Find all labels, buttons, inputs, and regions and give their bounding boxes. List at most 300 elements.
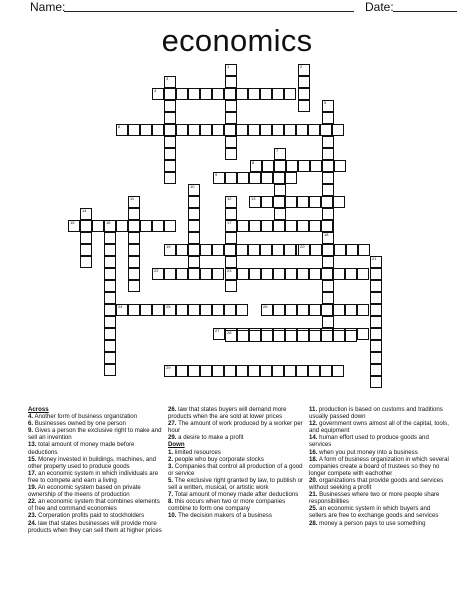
crossword-cell[interactable] bbox=[188, 88, 200, 100]
crossword-cell[interactable] bbox=[322, 232, 334, 244]
clue-number-label: 3 bbox=[166, 76, 169, 81]
crossword-cell[interactable] bbox=[334, 160, 346, 172]
clue-item bbox=[168, 498, 305, 512]
clue-text: The exclusive right granted by law, to publish or sell a written, musical, or artistic work bbox=[168, 476, 304, 492]
crossword-cell[interactable] bbox=[274, 208, 286, 220]
crossword-cell[interactable] bbox=[297, 330, 309, 342]
clue-text: law that states businesses will provide more products when they can sell them at higher prices bbox=[28, 519, 162, 534]
crossword-cell[interactable] bbox=[176, 365, 188, 377]
crossword-cell[interactable] bbox=[225, 208, 237, 220]
crossword-cell[interactable] bbox=[272, 365, 284, 377]
crossword-cell[interactable] bbox=[345, 304, 357, 316]
crossword-cell[interactable] bbox=[261, 172, 273, 184]
crossword-cell[interactable] bbox=[236, 304, 248, 316]
crossword-cell[interactable] bbox=[250, 160, 262, 172]
crossword-cell[interactable] bbox=[225, 196, 237, 208]
clue-number: 17. bbox=[28, 469, 37, 477]
clue-text: law that states buyers will demand more products when the are sold at lower prices bbox=[168, 406, 287, 421]
crossword-cell[interactable] bbox=[104, 340, 116, 352]
crossword-cell[interactable] bbox=[249, 220, 261, 232]
crossword-cell[interactable] bbox=[104, 232, 116, 244]
clue-text: Corperation profits paid to stockholders bbox=[36, 512, 145, 520]
crossword-cell[interactable] bbox=[224, 304, 236, 316]
crossword-cell[interactable] bbox=[80, 244, 92, 256]
crossword-cell[interactable] bbox=[345, 268, 357, 280]
crossword-cell[interactable] bbox=[176, 268, 188, 280]
crossword-cell[interactable] bbox=[309, 330, 321, 342]
crossword-cell[interactable] bbox=[346, 244, 358, 256]
crossword-cell[interactable] bbox=[249, 268, 261, 280]
crossword-cell[interactable] bbox=[213, 328, 225, 340]
crossword-cell[interactable] bbox=[104, 268, 116, 280]
crossword-cell[interactable] bbox=[200, 88, 212, 100]
crossword-cell[interactable] bbox=[225, 112, 237, 124]
crossword-cell[interactable] bbox=[297, 220, 309, 232]
crossword-cell[interactable] bbox=[92, 220, 104, 232]
page-title: economics bbox=[161, 23, 313, 58]
crossword-cell[interactable] bbox=[104, 364, 116, 376]
crossword-cell[interactable] bbox=[164, 124, 176, 136]
crossword-cell[interactable] bbox=[188, 268, 200, 280]
crossword-cell[interactable] bbox=[260, 88, 272, 100]
clue-number-label: 23 bbox=[227, 268, 232, 273]
crossword-cell[interactable] bbox=[104, 244, 116, 256]
crossword-cell[interactable] bbox=[261, 304, 273, 316]
crossword-cell[interactable] bbox=[370, 352, 382, 364]
crossword-cell[interactable] bbox=[212, 365, 224, 377]
crossword-cell[interactable] bbox=[334, 244, 346, 256]
crossword-cell[interactable] bbox=[225, 172, 237, 184]
crossword-cell[interactable] bbox=[321, 268, 333, 280]
crossword-cell[interactable] bbox=[333, 304, 345, 316]
crossword-cell[interactable] bbox=[200, 304, 212, 316]
clue-text: this occurs when two or more companies combine to form one company bbox=[168, 498, 286, 513]
clue-item bbox=[309, 477, 449, 491]
crossword-cell[interactable] bbox=[212, 244, 224, 256]
crossword-cell[interactable] bbox=[320, 365, 332, 377]
clue-number-label: 13 bbox=[251, 196, 256, 201]
crossword-cell[interactable] bbox=[225, 76, 237, 88]
clue-text: The amount of work produced by a worker per hour bbox=[168, 420, 303, 435]
crossword-cell[interactable] bbox=[284, 244, 296, 256]
clue-number: 12. bbox=[309, 420, 318, 428]
crossword-cell[interactable] bbox=[272, 244, 284, 256]
crossword-cell[interactable] bbox=[358, 244, 370, 256]
crossword-cell[interactable] bbox=[164, 148, 176, 160]
crossword-cell[interactable] bbox=[224, 244, 236, 256]
crossword-cell[interactable] bbox=[188, 256, 200, 268]
crossword-cell[interactable] bbox=[237, 172, 249, 184]
crossword-cell[interactable] bbox=[104, 256, 116, 268]
crossword-cell[interactable] bbox=[370, 268, 382, 280]
crossword-cell[interactable] bbox=[332, 124, 344, 136]
crossword-cell[interactable] bbox=[285, 330, 297, 342]
crossword-cell[interactable] bbox=[333, 268, 345, 280]
crossword-cell[interactable] bbox=[80, 232, 92, 244]
clue-number: 15. bbox=[28, 455, 37, 463]
clue-number: 11. bbox=[309, 406, 318, 413]
crossword-cell[interactable] bbox=[152, 88, 164, 100]
crossword-cell[interactable] bbox=[322, 136, 334, 148]
crossword-cell[interactable] bbox=[225, 136, 237, 148]
crossword-cell[interactable] bbox=[164, 100, 176, 112]
crossword-cell[interactable] bbox=[164, 88, 176, 100]
crossword-cell[interactable] bbox=[128, 196, 140, 208]
clue-number-label: 29 bbox=[166, 365, 171, 370]
clue-item bbox=[168, 406, 305, 420]
crossword-cell[interactable] bbox=[274, 148, 286, 160]
crossword-cell[interactable] bbox=[248, 124, 260, 136]
clue-item bbox=[28, 441, 165, 455]
crossword-cell[interactable] bbox=[322, 100, 334, 112]
crossword-cell[interactable] bbox=[370, 316, 382, 328]
crossword-cell[interactable] bbox=[272, 88, 284, 100]
clue-item bbox=[309, 456, 449, 477]
crossword-cell[interactable] bbox=[273, 196, 285, 208]
crossword-cell[interactable] bbox=[236, 365, 248, 377]
crossword-cell[interactable] bbox=[260, 244, 272, 256]
crossword-cell[interactable] bbox=[273, 172, 285, 184]
crossword-cell[interactable] bbox=[322, 112, 334, 124]
crossword-cell[interactable] bbox=[296, 365, 308, 377]
crossword-cell[interactable] bbox=[104, 328, 116, 340]
crossword-cell[interactable] bbox=[370, 340, 382, 352]
clue-text: Gives a person the exclusive right to make and sell an invention bbox=[28, 427, 162, 442]
crossword-cell[interactable] bbox=[321, 304, 333, 316]
clue-text: money a person pays to use something bbox=[317, 519, 426, 527]
crossword-cell[interactable] bbox=[236, 124, 248, 136]
crossword-cell[interactable] bbox=[249, 196, 261, 208]
clue-item bbox=[309, 505, 449, 519]
crossword-cell[interactable] bbox=[68, 220, 80, 232]
clue-text: Another form of business organization bbox=[33, 413, 138, 421]
crossword-cell[interactable] bbox=[308, 124, 320, 136]
crossword-cell[interactable] bbox=[188, 208, 200, 220]
crossword-cell[interactable] bbox=[236, 244, 248, 256]
crossword-cell[interactable] bbox=[104, 280, 116, 292]
crossword-cell[interactable] bbox=[176, 88, 188, 100]
crossword-cell[interactable] bbox=[298, 76, 310, 88]
crossword-cell[interactable] bbox=[225, 268, 237, 280]
crossword-cell[interactable] bbox=[237, 220, 249, 232]
crossword-cell[interactable] bbox=[152, 268, 164, 280]
crossword-cell[interactable] bbox=[357, 304, 369, 316]
crossword-cell[interactable] bbox=[152, 220, 164, 232]
crossword-cell[interactable] bbox=[116, 124, 128, 136]
crossword-cell[interactable] bbox=[176, 124, 188, 136]
crossword-cell[interactable] bbox=[298, 64, 310, 76]
crossword-cell[interactable] bbox=[284, 88, 296, 100]
crossword-cell[interactable] bbox=[333, 196, 345, 208]
clue-number-label: 7 bbox=[276, 148, 279, 153]
crossword-cell[interactable] bbox=[80, 208, 92, 220]
crossword-cell[interactable] bbox=[225, 148, 237, 160]
crossword-cell[interactable] bbox=[273, 304, 285, 316]
crossword-cell[interactable] bbox=[104, 220, 116, 232]
crossword-cell[interactable] bbox=[310, 160, 322, 172]
crossword-cell[interactable] bbox=[370, 364, 382, 376]
clue-number-label: 5 bbox=[324, 100, 327, 105]
clue-text: an economic system in which buyers and sellers are free to exchange goods and services bbox=[309, 505, 439, 520]
crossword-cell[interactable] bbox=[285, 304, 297, 316]
crossword-cell[interactable] bbox=[309, 304, 321, 316]
crossword-cell[interactable] bbox=[188, 365, 200, 377]
crossword-cell[interactable] bbox=[322, 256, 334, 268]
crossword-cell[interactable] bbox=[225, 256, 237, 268]
crossword-cell[interactable] bbox=[188, 184, 200, 196]
crossword-cell[interactable] bbox=[370, 280, 382, 292]
crossword-cell[interactable] bbox=[296, 124, 308, 136]
clue-number: 28. bbox=[309, 519, 318, 527]
crossword-cell[interactable] bbox=[322, 208, 334, 220]
down-clue-list-continued bbox=[309, 406, 449, 527]
crossword-cell[interactable] bbox=[128, 124, 140, 136]
crossword-cell[interactable] bbox=[345, 330, 357, 342]
crossword-cell[interactable] bbox=[200, 124, 212, 136]
clue-text: total amount of money made before deductions bbox=[28, 441, 135, 456]
crossword-cell[interactable] bbox=[140, 304, 152, 316]
crossword-cell[interactable] bbox=[249, 330, 261, 342]
crossword-cell[interactable] bbox=[128, 268, 140, 280]
clue-number: 22. bbox=[28, 498, 37, 506]
crossword-cell[interactable] bbox=[224, 88, 236, 100]
clue-item bbox=[28, 484, 165, 498]
clue-text: Businesses where two or more people share responsibilities bbox=[309, 491, 440, 506]
clue-item bbox=[28, 470, 165, 484]
crossword-cell[interactable] bbox=[322, 316, 334, 328]
crossword-cell[interactable] bbox=[297, 268, 309, 280]
crossword-cell[interactable] bbox=[212, 304, 224, 316]
clue-number: 16. bbox=[309, 448, 318, 456]
crossword-cell[interactable] bbox=[212, 124, 224, 136]
crossword-cell[interactable] bbox=[322, 172, 334, 184]
crossword-cell[interactable] bbox=[370, 292, 382, 304]
clue-number-label: 27 bbox=[215, 328, 220, 333]
clue-item bbox=[28, 520, 165, 534]
crossword-cell[interactable] bbox=[225, 100, 237, 112]
crossword-cell[interactable] bbox=[261, 330, 273, 342]
crossword-cell[interactable] bbox=[212, 88, 224, 100]
clue-item bbox=[28, 420, 165, 427]
crossword-cell[interactable] bbox=[309, 268, 321, 280]
crossword-cell[interactable] bbox=[273, 220, 285, 232]
crossword-cell[interactable] bbox=[128, 220, 140, 232]
crossword-cell[interactable] bbox=[261, 268, 273, 280]
clue-number: 3. bbox=[168, 462, 174, 470]
clue-number-label: 16 bbox=[106, 220, 111, 225]
crossword-cell[interactable] bbox=[274, 184, 286, 196]
crossword-cell[interactable] bbox=[188, 232, 200, 244]
crossword-cell[interactable] bbox=[273, 268, 285, 280]
crossword-cell[interactable] bbox=[322, 184, 334, 196]
clue-number-label: 10 bbox=[190, 184, 195, 189]
clues-column-1 bbox=[28, 406, 165, 534]
crossword-cell[interactable] bbox=[357, 268, 369, 280]
crossword-cell[interactable] bbox=[370, 304, 382, 316]
crossword-cell[interactable] bbox=[104, 316, 116, 328]
clue-number: 9. bbox=[28, 427, 34, 435]
crossword-cell[interactable] bbox=[357, 328, 369, 340]
clue-number-label: 28 bbox=[227, 330, 232, 335]
crossword-cell[interactable] bbox=[274, 160, 286, 172]
crossword-cell[interactable] bbox=[164, 136, 176, 148]
clue-number-label: 8 bbox=[252, 160, 255, 165]
clue-item bbox=[168, 434, 305, 441]
crossword-cell[interactable] bbox=[80, 220, 92, 232]
crossword-cell[interactable] bbox=[176, 244, 188, 256]
crossword-cell[interactable] bbox=[298, 160, 310, 172]
crossword-cell[interactable] bbox=[298, 244, 310, 256]
crossword-cell[interactable] bbox=[286, 160, 298, 172]
crossword-cell[interactable] bbox=[128, 208, 140, 220]
crossword-cell[interactable] bbox=[310, 244, 322, 256]
clue-number: 26. bbox=[168, 406, 177, 413]
clue-text: a desire to make a profit bbox=[176, 434, 244, 442]
crossword-cell[interactable] bbox=[332, 365, 344, 377]
crossword-cell[interactable] bbox=[261, 196, 273, 208]
crossword-cell[interactable] bbox=[200, 268, 212, 280]
crossword-cell[interactable] bbox=[321, 330, 333, 342]
down-heading: Down bbox=[168, 441, 185, 449]
crossword-cell[interactable] bbox=[321, 220, 333, 232]
clue-number: 14. bbox=[309, 434, 318, 442]
crossword-cell[interactable] bbox=[370, 376, 382, 388]
crossword-cell[interactable] bbox=[200, 244, 212, 256]
crossword-cell[interactable] bbox=[261, 220, 273, 232]
crossword-cell[interactable] bbox=[285, 220, 297, 232]
clue-number: 25. bbox=[309, 505, 318, 513]
crossword-cell[interactable] bbox=[188, 196, 200, 208]
crossword-cell[interactable] bbox=[164, 112, 176, 124]
crossword-cell[interactable] bbox=[213, 172, 225, 184]
crossword-cell[interactable] bbox=[188, 244, 200, 256]
crossword-cell[interactable] bbox=[128, 304, 140, 316]
crossword-cell[interactable] bbox=[104, 352, 116, 364]
crossword-cell[interactable] bbox=[321, 196, 333, 208]
crossword-cell[interactable] bbox=[164, 76, 176, 88]
crossword-cell[interactable] bbox=[370, 328, 382, 340]
crossword-cell[interactable] bbox=[320, 124, 332, 136]
crossword-cell[interactable] bbox=[248, 244, 260, 256]
name-label: Name: bbox=[30, 0, 66, 14]
crossword-cell[interactable] bbox=[322, 148, 334, 160]
crossword-cell[interactable] bbox=[322, 280, 334, 292]
crossword-cell[interactable] bbox=[200, 365, 212, 377]
crossword-cell[interactable] bbox=[164, 365, 176, 377]
crossword-cell[interactable] bbox=[225, 64, 237, 76]
crossword-cell[interactable] bbox=[225, 330, 237, 342]
crossword-cell[interactable] bbox=[164, 172, 176, 184]
crossword-cell[interactable] bbox=[140, 124, 152, 136]
across-heading: Across bbox=[28, 406, 49, 413]
crossword-cell[interactable] bbox=[236, 88, 248, 100]
clue-item bbox=[168, 449, 305, 456]
crossword-cell[interactable] bbox=[104, 304, 116, 316]
crossword-cell[interactable] bbox=[140, 220, 152, 232]
crossword-cell[interactable] bbox=[128, 256, 140, 268]
crossword-cell[interactable] bbox=[262, 160, 274, 172]
crossword-cell[interactable] bbox=[152, 124, 164, 136]
crossword-cell[interactable] bbox=[249, 172, 261, 184]
clue-number-label: 12 bbox=[227, 196, 232, 201]
clue-text: human effort used to produce goods and services bbox=[309, 434, 429, 449]
crossword-cell[interactable] bbox=[128, 280, 140, 292]
crossword-cell[interactable] bbox=[188, 304, 200, 316]
crossword-cell[interactable] bbox=[322, 292, 334, 304]
crossword-cell[interactable] bbox=[248, 88, 260, 100]
clue-item bbox=[28, 427, 165, 441]
crossword-cell[interactable] bbox=[272, 124, 284, 136]
crossword-cell[interactable] bbox=[322, 160, 334, 172]
crossword-cell[interactable] bbox=[104, 292, 116, 304]
clue-item bbox=[309, 491, 449, 505]
crossword-cell[interactable] bbox=[297, 196, 309, 208]
crossword-cell[interactable] bbox=[212, 268, 224, 280]
crossword-cell[interactable] bbox=[297, 304, 309, 316]
clue-item bbox=[28, 456, 165, 470]
crossword-cell[interactable] bbox=[116, 304, 128, 316]
crossword-cell[interactable] bbox=[164, 304, 176, 316]
crossword-cell[interactable] bbox=[164, 160, 176, 172]
crossword-cell[interactable] bbox=[224, 365, 236, 377]
crossword-cell[interactable] bbox=[164, 220, 176, 232]
crossword-cell[interactable] bbox=[285, 172, 297, 184]
crossword-cell[interactable] bbox=[248, 365, 260, 377]
crossword-cell[interactable] bbox=[225, 280, 237, 292]
across-clue-list bbox=[28, 413, 165, 534]
crossword-cell[interactable] bbox=[284, 365, 296, 377]
crossword-cell[interactable] bbox=[370, 256, 382, 268]
clue-item bbox=[309, 420, 449, 434]
crossword-cell[interactable] bbox=[285, 268, 297, 280]
crossword-cell[interactable] bbox=[285, 196, 297, 208]
crossword-cell[interactable] bbox=[176, 304, 188, 316]
crossword-cell[interactable] bbox=[284, 124, 296, 136]
clue-text: Total amount of money made after deductions bbox=[173, 491, 299, 499]
crossword-cell[interactable] bbox=[188, 220, 200, 232]
crossword-cell[interactable] bbox=[260, 365, 272, 377]
crossword-cell[interactable] bbox=[128, 232, 140, 244]
crossword-cell[interactable] bbox=[322, 244, 334, 256]
crossword-cell[interactable] bbox=[224, 124, 236, 136]
crossword-cell[interactable] bbox=[164, 268, 176, 280]
clue-number-label: 11 bbox=[130, 196, 135, 201]
crossword-cell[interactable] bbox=[80, 256, 92, 268]
crossword-cell[interactable] bbox=[164, 244, 176, 256]
crossword-cell[interactable] bbox=[333, 330, 345, 342]
crossword-cell[interactable] bbox=[298, 100, 310, 112]
crossword-cell[interactable] bbox=[225, 220, 237, 232]
clue-number: 20. bbox=[309, 476, 318, 484]
crossword-cell[interactable] bbox=[128, 244, 140, 256]
crossword-cell[interactable] bbox=[309, 220, 321, 232]
crossword-cell[interactable] bbox=[237, 330, 249, 342]
crossword-cell[interactable] bbox=[309, 196, 321, 208]
clue-number-label: 9 bbox=[215, 172, 218, 177]
clues-column-2 bbox=[168, 406, 305, 520]
crossword-cell[interactable] bbox=[237, 268, 249, 280]
crossword-cell[interactable] bbox=[260, 124, 272, 136]
crossword-cell[interactable] bbox=[188, 124, 200, 136]
clue-number-label: 4 bbox=[154, 88, 157, 93]
crossword-cell[interactable] bbox=[116, 220, 128, 232]
crossword-cell[interactable] bbox=[308, 365, 320, 377]
crossword-cell[interactable] bbox=[152, 304, 164, 316]
crossword-cell[interactable] bbox=[273, 330, 285, 342]
crossword-cell[interactable] bbox=[298, 88, 310, 100]
crossword-cell[interactable] bbox=[225, 232, 237, 244]
clue-text: Money invested in buildings, machines, and other property used to produce goods bbox=[28, 455, 157, 470]
